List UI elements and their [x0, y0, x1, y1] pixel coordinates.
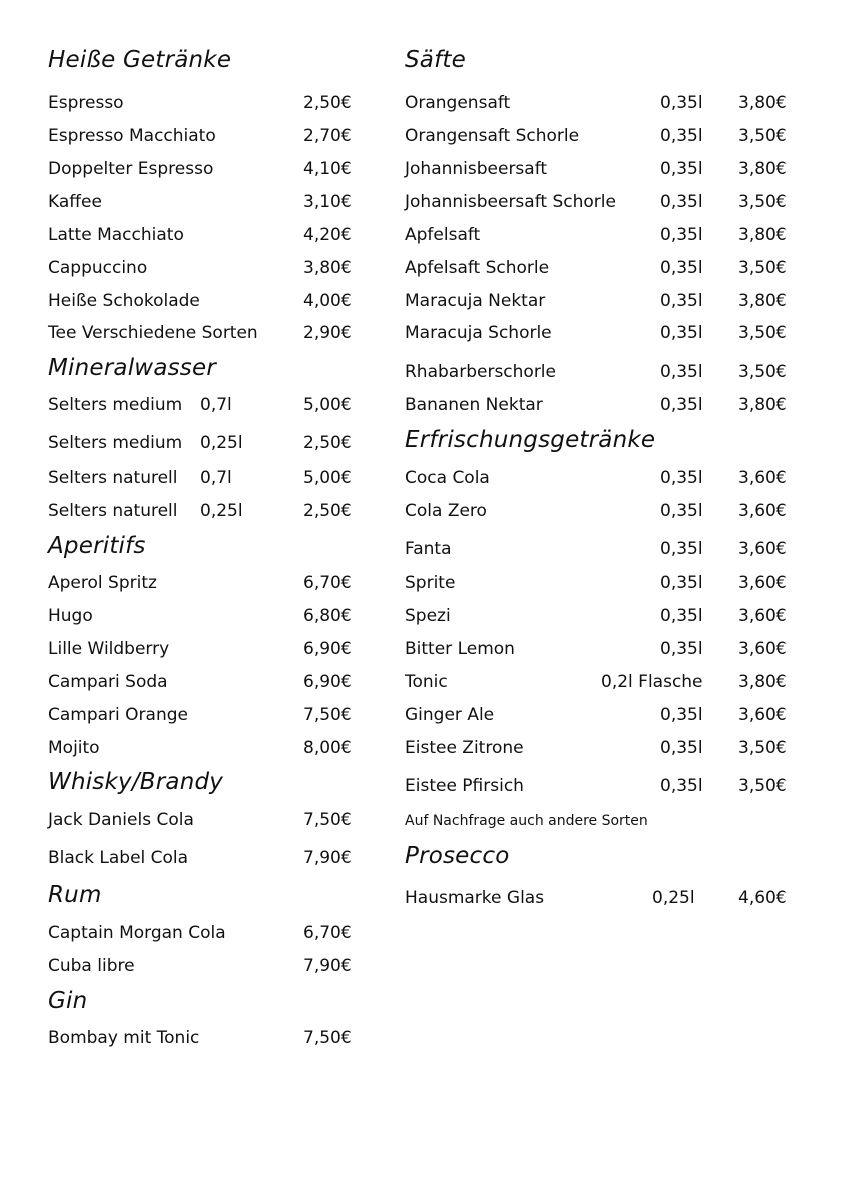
item-name: Johannisbeersaft: [405, 159, 548, 179]
item-name: Cola Zero: [405, 501, 487, 521]
item-volume: 0,35l: [660, 501, 703, 521]
item-name: Selters naturell: [48, 501, 178, 521]
item-name: Eistee Zitrone: [405, 738, 524, 758]
item-name: Doppelter Espresso: [48, 159, 214, 179]
item-name: Rhabarberschorle: [405, 362, 556, 382]
item-volume: 0,35l: [660, 539, 703, 559]
item-price: 3,80€: [738, 93, 787, 113]
item-price: 2,50€: [303, 433, 352, 453]
item-volume: 0,35l: [660, 93, 703, 113]
item-price: 6,70€: [303, 573, 352, 593]
item-name: Coca Cola: [405, 468, 490, 488]
item-volume: 0,35l: [660, 573, 703, 593]
item-price: 3,60€: [738, 468, 787, 488]
item-name: Ginger Ale: [405, 705, 495, 725]
item-name: Apfelsaft: [405, 225, 481, 245]
item-name: Sprite: [405, 573, 456, 593]
item-volume: 0,35l: [660, 705, 703, 725]
item-volume: 0,35l: [660, 258, 703, 278]
item-name: Apfelsaft Schorle: [405, 258, 550, 278]
item-price: 2,50€: [303, 93, 352, 113]
item-name: Aperol Spritz: [48, 573, 157, 593]
item-price: 4,00€: [303, 291, 352, 311]
section-title-mineral-water: Mineralwasser: [48, 355, 216, 381]
item-name: Black Label Cola: [48, 848, 189, 868]
item-price: 7,90€: [303, 956, 352, 976]
item-volume: 0,35l: [660, 606, 703, 626]
item-volume: 0,35l: [660, 738, 703, 758]
item-price: 3,80€: [738, 672, 787, 692]
section-title-hot-drinks: Heiße Getränke: [48, 47, 232, 73]
item-price: 3,50€: [738, 738, 787, 758]
item-name: Maracuja Schorle: [405, 323, 552, 343]
item-name: Spezi: [405, 606, 451, 626]
item-name: Jack Daniels Cola: [48, 810, 194, 830]
item-price: 3,80€: [738, 159, 787, 179]
item-name: Orangensaft: [405, 93, 511, 113]
item-price: 3,50€: [738, 192, 787, 212]
item-price: 3,60€: [738, 573, 787, 593]
item-volume: 0,35l: [660, 395, 703, 415]
section-title-prosecco: Prosecco: [405, 843, 510, 869]
item-price: 3,50€: [738, 258, 787, 278]
item-volume: 0,25l: [200, 433, 243, 453]
item-volume: 0,25l: [200, 501, 243, 521]
item-price: 6,70€: [303, 923, 352, 943]
item-price: 4,60€: [738, 888, 787, 908]
item-price: 2,50€: [303, 501, 352, 521]
item-name: Cappuccino: [48, 258, 148, 278]
item-price: 3,60€: [738, 705, 787, 725]
item-volume: 0,7l: [200, 395, 232, 415]
item-name: Bananen Nektar: [405, 395, 543, 415]
item-volume: 0,25l: [652, 888, 695, 908]
section-title-aperitifs: Aperitifs: [48, 533, 146, 559]
item-name: Mojito: [48, 738, 100, 758]
section-title-soft-drinks: Erfrischungsgetränke: [405, 427, 656, 453]
item-name: Selters naturell: [48, 468, 178, 488]
item-name: Hugo: [48, 606, 93, 626]
item-price: 5,00€: [303, 395, 352, 415]
item-price: 2,90€: [303, 323, 352, 343]
item-name: Tee Verschiedene Sorten: [48, 323, 258, 343]
section-title-juices: Säfte: [405, 47, 466, 73]
item-name: Hausmarke Glas: [405, 888, 545, 908]
item-volume: 0,2l Flasche: [601, 672, 703, 692]
item-name: Captain Morgan Cola: [48, 923, 226, 943]
item-volume: 0,35l: [660, 323, 703, 343]
item-name: Bombay mit Tonic: [48, 1028, 200, 1048]
item-price: 3,10€: [303, 192, 352, 212]
item-name: Heiße Schokolade: [48, 291, 200, 311]
item-price: 7,50€: [303, 1028, 352, 1048]
item-name: Maracuja Nektar: [405, 291, 546, 311]
item-name: Latte Macchiato: [48, 225, 184, 245]
section-title-gin: Gin: [48, 988, 88, 1014]
item-volume: 0,35l: [660, 362, 703, 382]
item-price: 3,50€: [738, 126, 787, 146]
item-name: Selters medium: [48, 433, 183, 453]
item-name: Selters medium: [48, 395, 183, 415]
item-price: 3,60€: [738, 606, 787, 626]
item-volume: 0,35l: [660, 126, 703, 146]
item-price: 7,50€: [303, 705, 352, 725]
item-name: Bitter Lemon: [405, 639, 515, 659]
item-price: 4,20€: [303, 225, 352, 245]
item-price: 3,50€: [738, 362, 787, 382]
item-name: Fanta: [405, 539, 452, 559]
item-price: 5,00€: [303, 468, 352, 488]
section-title-rum: Rum: [48, 882, 102, 908]
item-name: Espresso: [48, 93, 124, 113]
item-price: 7,90€: [303, 848, 352, 868]
item-price: 3,80€: [738, 395, 787, 415]
item-volume: 0,7l: [200, 468, 232, 488]
item-name: Campari Orange: [48, 705, 188, 725]
item-volume: 0,35l: [660, 159, 703, 179]
item-price: 3,80€: [303, 258, 352, 278]
item-name: Campari Soda: [48, 672, 168, 692]
item-price: 3,50€: [738, 323, 787, 343]
item-price: 6,80€: [303, 606, 352, 626]
item-volume: 0,35l: [660, 639, 703, 659]
item-volume: 0,35l: [660, 225, 703, 245]
item-price: 7,50€: [303, 810, 352, 830]
item-volume: 0,35l: [660, 468, 703, 488]
item-name: Orangensaft Schorle: [405, 126, 580, 146]
section-title-whisky-brandy: Whisky/Brandy: [48, 769, 224, 795]
item-volume: 0,35l: [660, 776, 703, 796]
item-price: 3,80€: [738, 225, 787, 245]
item-price: 8,00€: [303, 738, 352, 758]
item-price: 3,50€: [738, 776, 787, 796]
item-name: Kaffee: [48, 192, 102, 212]
item-volume: 0,35l: [660, 192, 703, 212]
item-price: 3,60€: [738, 501, 787, 521]
item-price: 6,90€: [303, 639, 352, 659]
item-name: Espresso Macchiato: [48, 126, 216, 146]
item-price: 3,60€: [738, 539, 787, 559]
item-price: 3,60€: [738, 639, 787, 659]
item-name: Cuba libre: [48, 956, 135, 976]
item-name: Lille Wildberry: [48, 639, 170, 659]
item-price: 4,10€: [303, 159, 352, 179]
item-price: 2,70€: [303, 126, 352, 146]
item-price: 3,80€: [738, 291, 787, 311]
item-name: Eistee Pfirsich: [405, 776, 524, 796]
item-name: Tonic: [405, 672, 448, 692]
availability-note: Auf Nachfrage auch andere Sorten: [405, 813, 648, 829]
item-name: Johannisbeersaft Schorle: [405, 192, 616, 212]
item-volume: 0,35l: [660, 291, 703, 311]
item-price: 6,90€: [303, 672, 352, 692]
